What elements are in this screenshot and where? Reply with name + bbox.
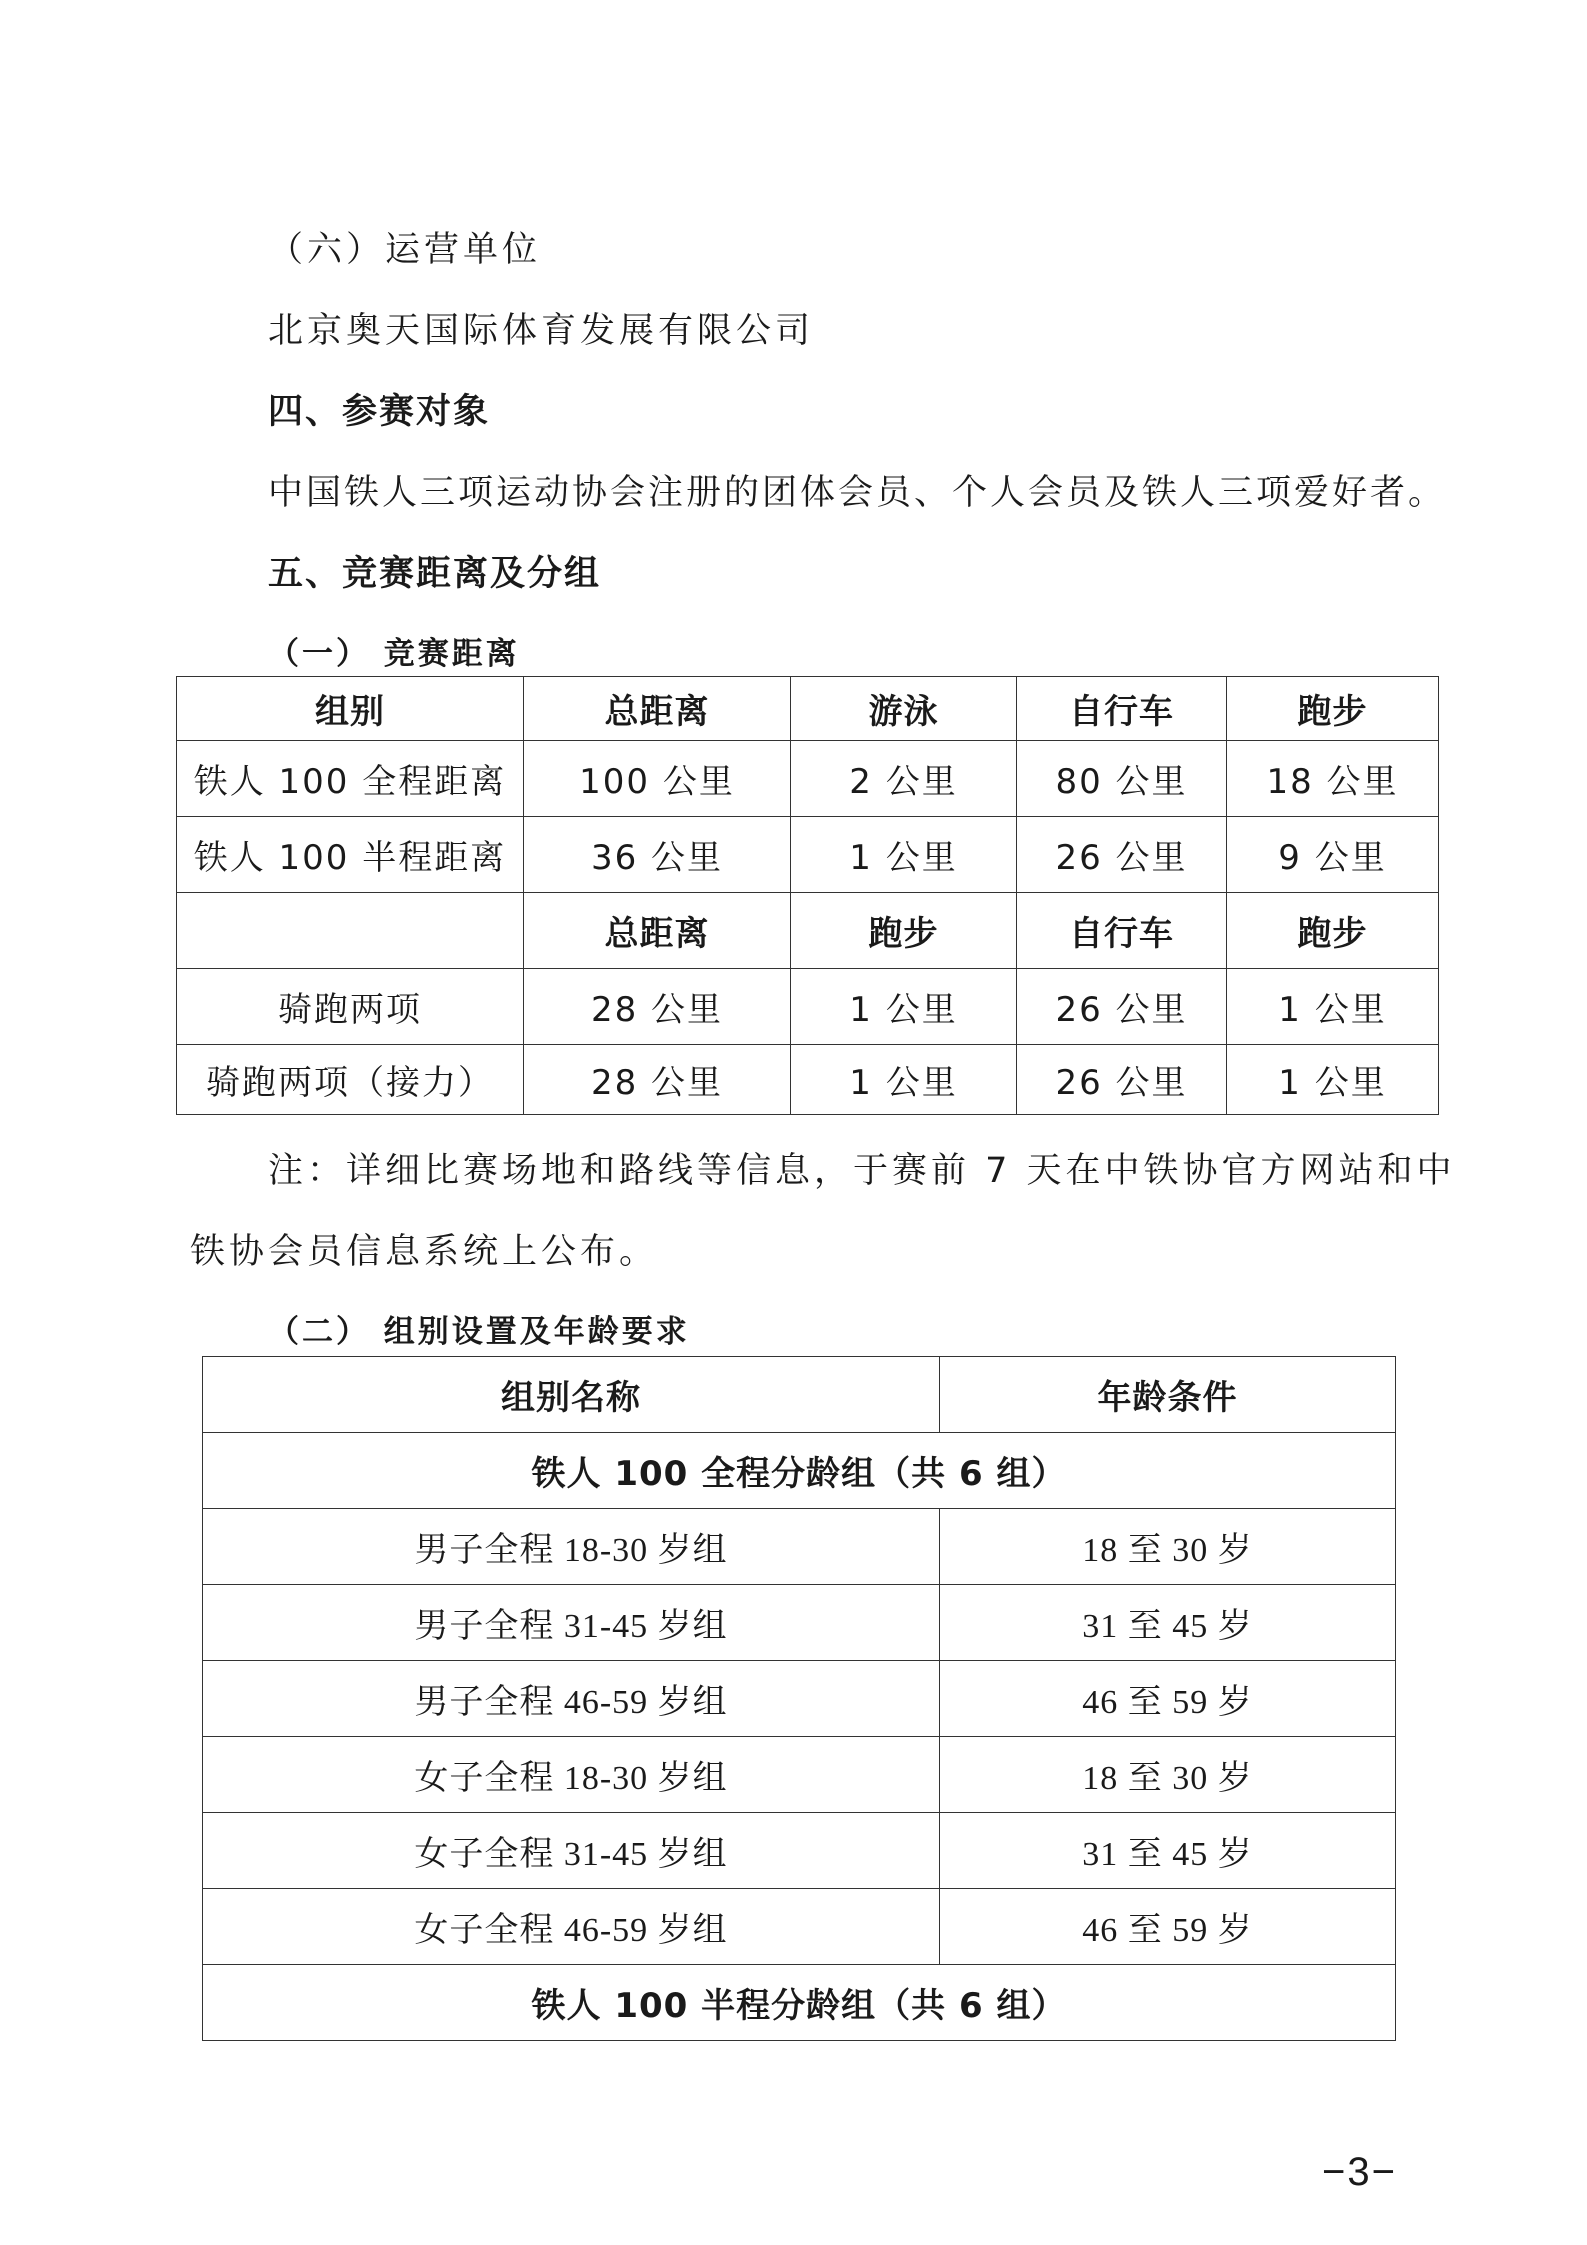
header-cell: 年龄条件 — [940, 1357, 1396, 1433]
table-row — [203, 1509, 1396, 1585]
participants-text: 中国铁人三项运动协会注册的团体会员、个人会员及铁人三项爱好者。 — [268, 473, 1447, 513]
table-cell: 31 至 45 岁 — [940, 1813, 1396, 1889]
header-cell: 自行车 — [1017, 677, 1227, 741]
table-cell: 26 公里 — [1017, 817, 1227, 893]
distance-table-subheader — [177, 893, 1439, 969]
group-row — [203, 1965, 1396, 2041]
distance-table — [176, 676, 1439, 1115]
header-cell: 跑步 — [1227, 677, 1439, 741]
operator-name: 北京奥天国际体育发展有限公司 — [268, 311, 815, 351]
table-cell: 46 至 59 岁 — [940, 1889, 1396, 1965]
table-cell: 女子全程 46-59 岁组 — [203, 1889, 940, 1965]
header-cell: 组别 — [177, 677, 524, 741]
page-number: −3− — [1322, 2150, 1397, 2194]
table-row — [203, 1585, 1396, 1661]
header-cell — [177, 893, 524, 969]
table-cell: 铁人 100 半程距离 — [177, 817, 524, 893]
table-cell: 18 至 30 岁 — [940, 1737, 1396, 1813]
table-cell: 女子全程 18-30 岁组 — [203, 1737, 940, 1813]
table-cell: 1 公里 — [1227, 1045, 1439, 1115]
table-cell: 骑跑两项（接力） — [177, 1045, 524, 1115]
table-cell: 女子全程 31-45 岁组 — [203, 1813, 940, 1889]
header-cell: 跑步 — [791, 893, 1017, 969]
table-cell: 男子全程 31-45 岁组 — [203, 1585, 940, 1661]
table-cell: 1 公里 — [791, 969, 1017, 1045]
table-cell: 18 至 30 岁 — [940, 1509, 1396, 1585]
table-cell: 2 公里 — [791, 741, 1017, 817]
table-row — [203, 1661, 1396, 1737]
table-cell: 1 公里 — [791, 817, 1017, 893]
header-cell: 自行车 — [1017, 893, 1227, 969]
note-line-1: 注：详细比赛场地和路线等信息，于赛前 7 天在中铁协官方网站和中 — [268, 1151, 1456, 1191]
header-cell: 游泳 — [791, 677, 1017, 741]
distance-table-header — [177, 677, 1439, 741]
table-cell: 男子全程 46-59 岁组 — [203, 1661, 940, 1737]
table-cell: 36 公里 — [524, 817, 791, 893]
table-row — [203, 1737, 1396, 1813]
table-cell: 100 公里 — [524, 741, 791, 817]
operator-heading: （六）运营单位 — [268, 230, 542, 270]
table-cell: 铁人 100 全程距离 — [177, 741, 524, 817]
table-cell: 46 至 59 岁 — [940, 1661, 1396, 1737]
table-cell: 31 至 45 岁 — [940, 1585, 1396, 1661]
participants-heading: 四、参赛对象 — [268, 392, 491, 432]
table-row — [203, 1813, 1396, 1889]
table-cell: 男子全程 18-30 岁组 — [203, 1509, 940, 1585]
table-row — [177, 741, 1439, 817]
table-cell: 1 公里 — [791, 1045, 1017, 1115]
table-row — [177, 969, 1439, 1045]
table-row — [177, 817, 1439, 893]
table-row — [177, 1045, 1439, 1115]
table-cell: 1 公里 — [1227, 969, 1439, 1045]
group-row — [203, 1433, 1396, 1509]
group-heading-full: 铁人 100 全程分龄组（共 6 组） — [203, 1433, 1396, 1509]
distance-heading: 五、竞赛距离及分组 — [268, 554, 602, 594]
table-cell: 80 公里 — [1017, 741, 1227, 817]
table-cell: 28 公里 — [524, 1045, 791, 1115]
header-cell: 组别名称 — [203, 1357, 940, 1433]
table-cell: 26 公里 — [1017, 969, 1227, 1045]
table-row — [203, 1889, 1396, 1965]
header-cell: 总距离 — [524, 677, 791, 741]
age-table-header — [203, 1357, 1396, 1433]
age-table — [202, 1356, 1396, 2041]
header-cell: 总距离 — [524, 893, 791, 969]
note-line-2: 铁协会员信息系统上公布。 — [190, 1232, 659, 1272]
table-cell: 18 公里 — [1227, 741, 1439, 817]
distance-subheading: （一） 竞赛距离 — [268, 636, 520, 672]
groups-subheading: （二） 组别设置及年龄要求 — [268, 1314, 690, 1350]
table-cell: 9 公里 — [1227, 817, 1439, 893]
table-cell: 26 公里 — [1017, 1045, 1227, 1115]
header-cell: 跑步 — [1227, 893, 1439, 969]
group-heading-half: 铁人 100 半程分龄组（共 6 组） — [203, 1965, 1396, 2041]
table-cell: 骑跑两项 — [177, 969, 524, 1045]
table-cell: 28 公里 — [524, 969, 791, 1045]
